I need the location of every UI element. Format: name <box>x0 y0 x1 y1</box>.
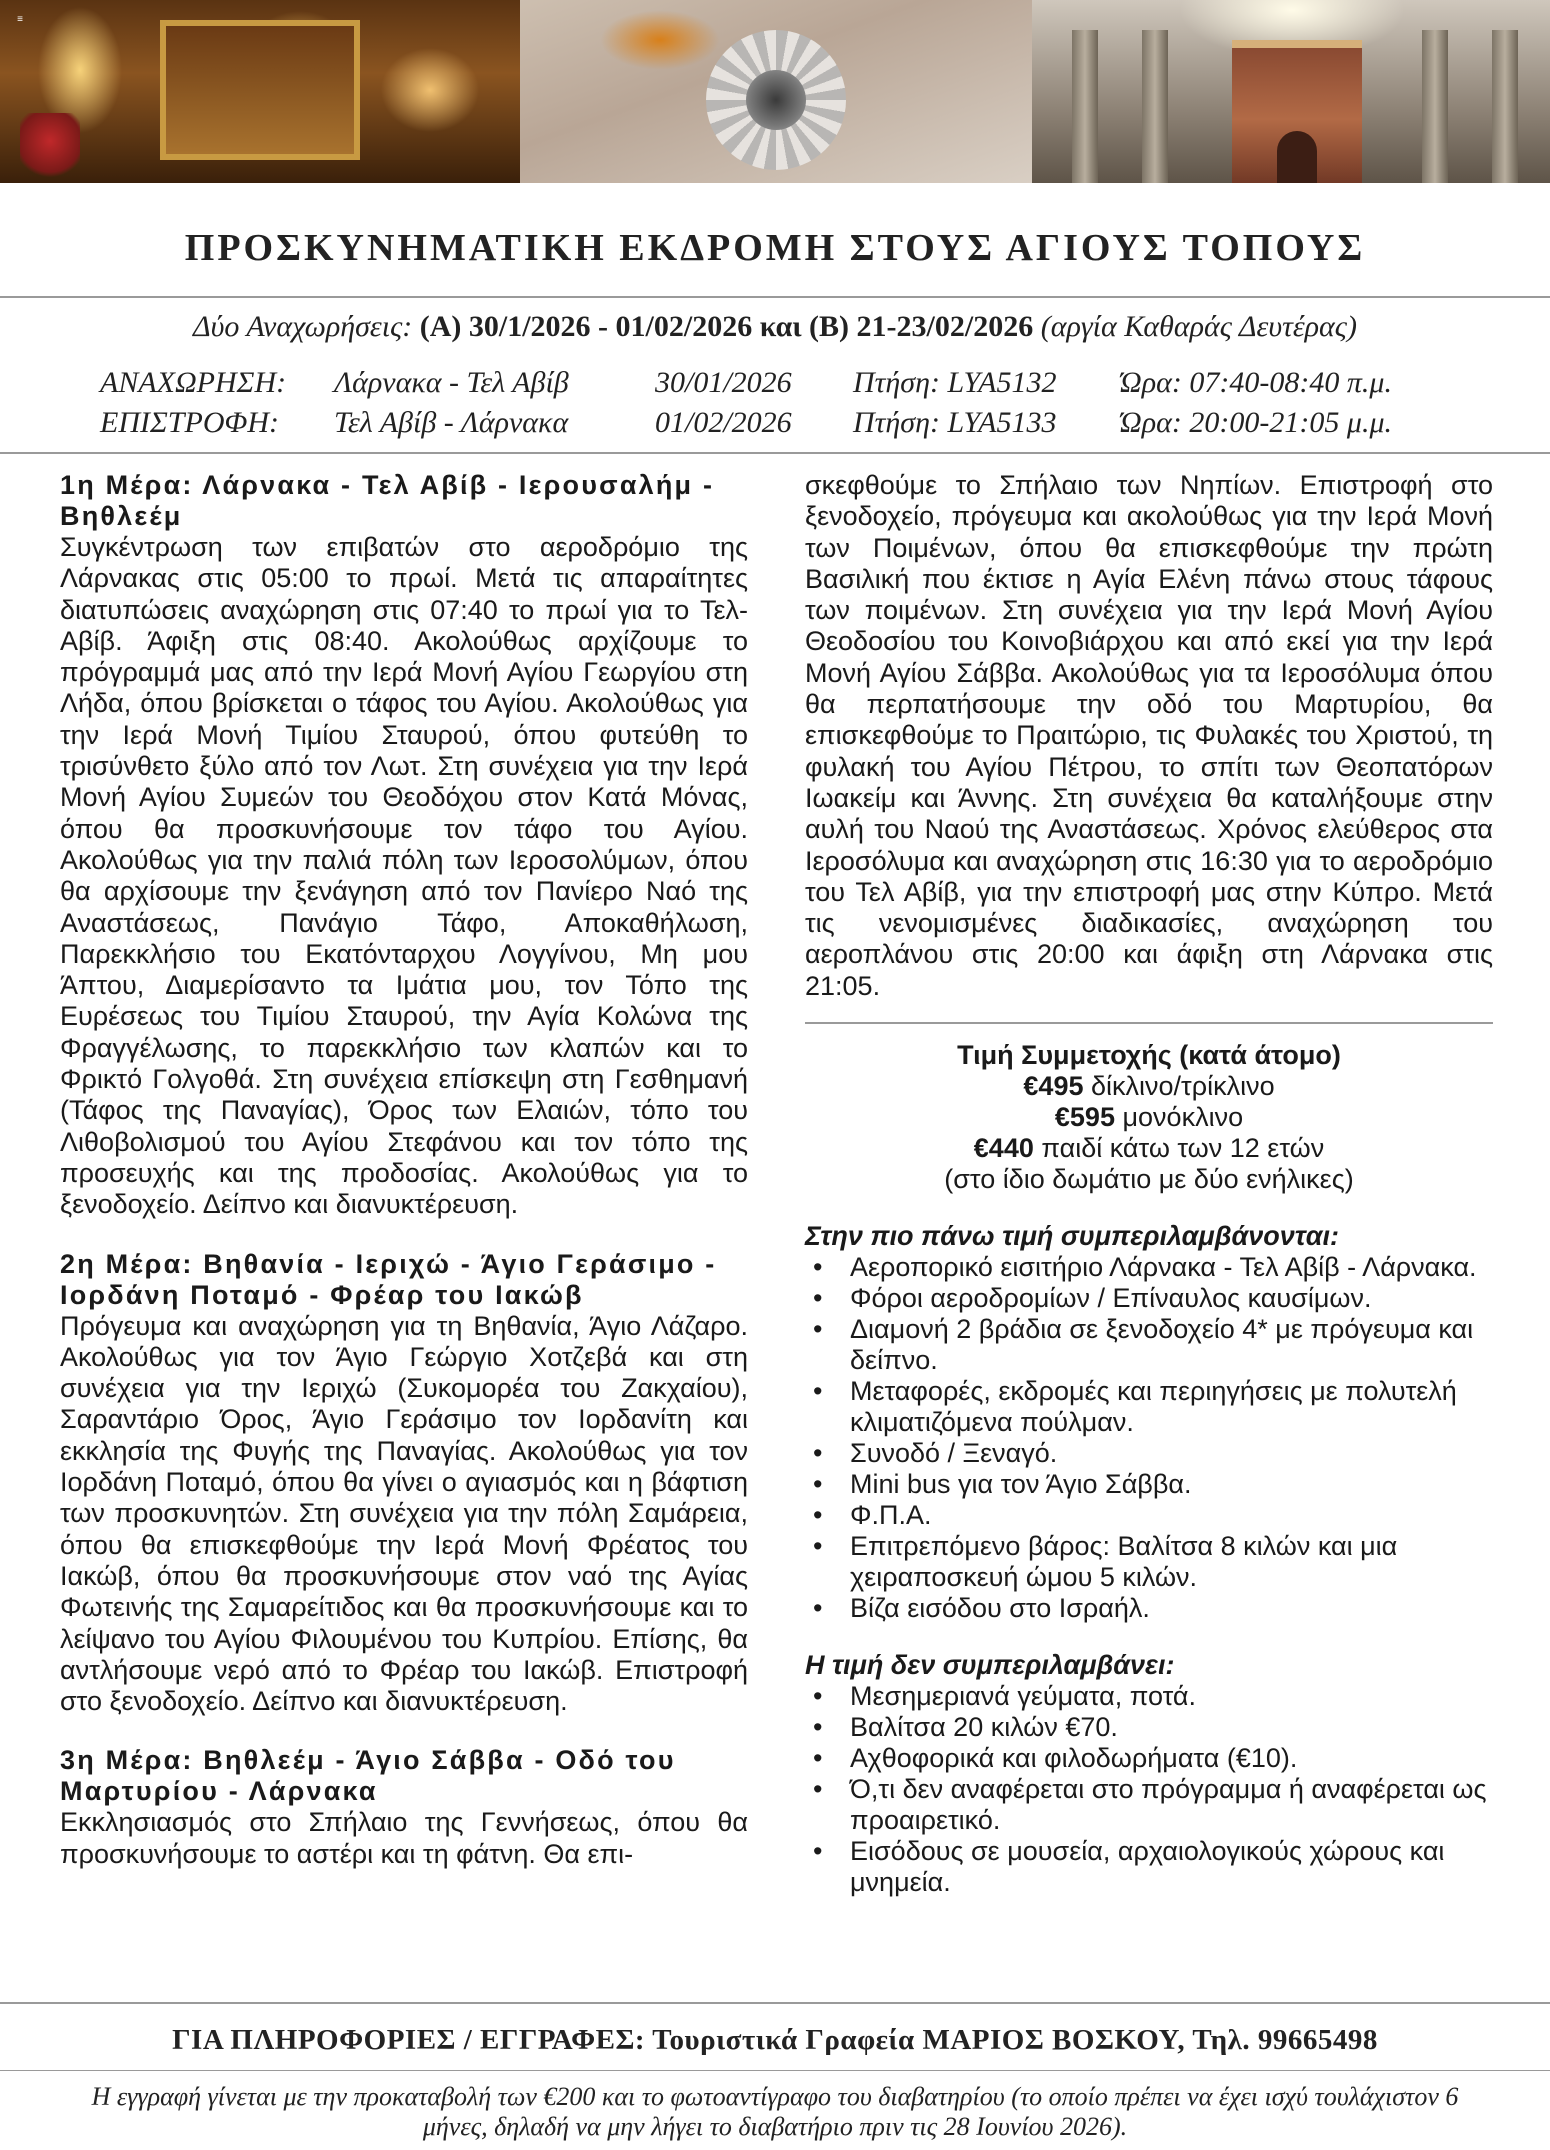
price-row: €595 μονόκλινο <box>1054 1102 1244 1133</box>
photo-church-altar <box>0 0 520 183</box>
departures-line <box>0 310 1550 344</box>
list-item: • Ό,τι δεν αναφέρεται στο πρόγραμμα ή αναφέρεται ως προαιρετικό. <box>805 1774 1493 1836</box>
itinerary-right-column <box>805 470 1493 1898</box>
photo-holy-sepulchre <box>1032 0 1550 183</box>
divider <box>0 296 1550 298</box>
list-item: • Επιτρεπόμενο βάρος: Βαλίτσα 8 κιλών και μια χειραποσκευή ώμου 5 κιλών. <box>805 1531 1493 1593</box>
flight-date: 01/02/2026 <box>655 406 792 439</box>
day-2-title: 2η Μέρα: Βηθανία - Ιεριχώ - Άγιο Γεράσιμο - Ιορδάνη Ποταμό - Φρέαρ του Ιακώβ <box>60 1248 717 1310</box>
price-row: €495 δίκλινο/τρίκλινο <box>1023 1071 1275 1102</box>
list-item: • Αεροπορικό εισιτήριο Λάρνακα - Τελ Αβίβ - Λάρνακα. <box>805 1252 1493 1283</box>
registration-note: Η εγγραφή γίνεται με την προκαταβολή των €200 και το φωτοαντίγραφο του διαβατηρίου (το οποίο πρέπει να έχει ισχύ τουλάχιστον 6 μήνες, δηλαδή να μην λήγει το διαβατήριο πριν τις 28 Ιουνίου 2026). <box>91 2082 1459 2141</box>
excluded-list <box>805 1681 1493 1898</box>
divider <box>0 452 1550 454</box>
page-title: ΠΡΟΣΚΥΝΗΜΑΤΙΚΗ ΕΚΔΡΟΜΗ ΣΤΟΥΣ ΑΓΙΟΥΣ ΤΟΠΟΥΣ <box>184 227 1366 269</box>
flight-date: 30/01/2026 <box>655 366 792 399</box>
list-item: • Εισόδους σε μουσεία, αρχαιολογικούς χώρους και μνημεία. <box>805 1836 1493 1898</box>
included-list <box>805 1252 1493 1624</box>
price-row: €440 παιδί κάτω των 12 ετών <box>973 1133 1325 1164</box>
itinerary-left-column <box>60 470 748 1870</box>
divider <box>0 2002 1550 2004</box>
day-2-text: Πρόγευμα και αναχώρηση για τη Βηθανία, Άγιο Λάζαρο. Ακολούθως για τον Άγιο Γεώργιο Χοτζεβά και στη συνέχεια για την Ιεριχώ (Συκομορέα του Ζακχαίου), Σαραντάριο Όρος, Άγιο Γεράσιμο τον Ιορδανίτη και εκκλησία της Φυγής της Παναγίας. Ακολούθως για τον Ιορδάνη Ποταμό, όπου θα γίνει ο αγιασμός και η βάφτιση των προσκυνητών. Στη συνέχεια για την πόλη Σαμάρεια, όπου θα επισκεφθούμε την Ιερά Μονή Φρέατος του Ιακώβ, όπου θα προσκυνήσουμε στον ναό της Αγίας Φωτεινής της Σαμαρείτιδος και θα προσκυνήσουμε και το λείψανο του Αγίου Φιλουμένου του Κυπρίου. Επίσης, θα αντλήσουμε νερό από το Φρέαρ του Ιακώβ. Επιστροφή στο ξενοδοχείο. Δείπνο και διανυκτέρευση. <box>60 1310 748 1717</box>
photo-nativity-star <box>520 0 1032 183</box>
menu-icon: ≡ <box>17 14 23 25</box>
list-item: • Mini bus για τον Άγιο Σάββα. <box>805 1469 1493 1500</box>
list-item: • Συνοδό / Ξεναγό. <box>805 1438 1493 1469</box>
flight-row-return <box>0 406 1550 444</box>
day-3-text-continued: σκεφθούμε το Σπήλαιο των Νηπίων. Επιστροφή στο ξενοδοχείο, πρόγευμα και ακολούθως για την Ιερά Μονή των Ποιμένων, όπου θα επισκεφθούμε την πρώτη Βασιλική που έκτισε η Αγία Ελένη πάνω στους τάφους των ποιμένων. Στη συνέχεια για την Ιερά Μονή Αγίου Θεοδοσίου του Κοινοβιάρχου και από εκεί για την Ιερά Μονή Αγίου Σάββα. Ακολούθως για τα Ιεροσόλυμα όπου θα περπατήσουμε την οδό του Μαρτυρίου, θα επισκεφθούμε το Πραιτώριο, τις Φυλακές του Χριστού, τη φυλακή του Αγίου Πέτρου, το σπίτι των Θεοπατόρων Ιωακείμ και Άννης. Στη συνέχεια θα καταλήξουμε στην αυλή του Ναού της Αναστάσεως. Χρόνος ελεύθερος στα Ιεροσόλυμα και αναχώρηση στις 16:30 για το αεροδρόμιο του Τελ Αβίβ, για την επιστροφή μας στην Κύπρο. Μετά τις νενομισμένες διαδικασίες, αναχώρηση του αεροπλάνου στις 20:00 και άφιξη στη Λάρνακα στις 21:05. <box>805 470 1493 1001</box>
flight-label: ΕΠΙΣΤΡΟΦΗ: <box>100 406 279 439</box>
day-3-text: Εκκλησιασμός στο Σπήλαιο της Γεννήσεως, όπου θα προσκυνήσουμε το αστέρι και τη φάτνη. Θα επι- <box>60 1807 748 1869</box>
list-item: • Φ.Π.Α. <box>805 1500 1493 1531</box>
star-icon <box>706 30 846 170</box>
divider <box>0 2070 1550 2071</box>
flight-route: Τελ Αβίβ - Λάρνακα <box>334 406 569 439</box>
day-1-title: 1η Μέρα: Λάρνακα - Τελ Αβίβ - Ιερουσαλήμ - Βηθλεέμ <box>60 470 715 531</box>
header-photo-strip <box>0 0 1550 183</box>
day-3-title: 3η Μέρα: Βηθλεέμ - Άγιο Σάββα - Οδό του Μαρτυρίου - Λάρνακα <box>60 1745 676 1807</box>
flight-number: Πτήση: LYA5133 <box>853 406 1057 439</box>
excluded-heading: Η τιμή δεν συμπεριλαμβάνει: <box>805 1650 1175 1681</box>
list-item: • Αχθοφορικά και φιλοδωρήματα (€10). <box>805 1743 1493 1774</box>
departures-label: Δύο Αναχωρήσεις: <box>193 310 413 343</box>
edicule-icon <box>1232 40 1362 183</box>
departures-dates: (A) 30/1/2026 - 01/02/2026 και (B) 21-23/02/2026 <box>419 310 1034 343</box>
list-item: • Μεταφορές, εκδρομές και περιηγήσεις με πολυτελή κλιματιζόμενα πούλμαν. <box>805 1376 1493 1438</box>
pricing-note: (στο ίδιο δωμάτιο με δύο ενήλικες) <box>944 1164 1354 1195</box>
flight-number: Πτήση: LYA5132 <box>853 366 1057 399</box>
day-1-text: Συγκέντρωση των επιβατών στο αεροδρόμιο της Λάρνακας στις 05:00 το πρωί. Μετά τις απαραίτητες διατυπώσεις αναχώρηση στις 07:40 το πρωί για το Τελ-Αβίβ. Άφιξη στις 08:40. Ακολούθως αρχίζουμε το πρόγραμμά μας από την Ιερά Μονή Αγίου Γεωργίου στη Λήδα, όπου βρίσκεται ο τάφος του Αγίου. Ακολούθως για την Ιερά Μονή Τιμίου Σταυρού, όπου φυτεύθη το τρισύνθετο ξύλο από τον Λωτ. Στη συνέχεια για την Ιερά Μονή Αγίου Συμεών του Θεοδόχου στον Κατά Μόνας, όπου θα προσκυνήσουμε τον τάφο του Αγίου. Ακολούθως για την παλιά πόλη των Ιεροσολύμων, όπου θα αρχίσουμε την ξενάγηση από τον Πανίερο Ναό της Αναστάσεως, Πανάγιο Τάφο, Αποκαθήλωση, Παρεκκλήσιο του Εκατόνταρχου Λογγίνου, Μη μου Άπτου, Διαμερίσαντο τα Ιμάτια μου, τον Τόπο της Ευρέσεως του Τιμίου Σταυρού, την Αγία Κολώνα της Φραγγέλωσης, το παρεκκλήσιο των κλαπών και το Φρικτό Γολγοθά. Στη συνέχεια επίσκεψη στη Γεσθημανή (Τάφος της Παναγίας), Όρος των Ελαιών, τόπο του Λιθοβολισμού του Αγίου Στεφάνου και τον τόπο της προσευχής και της προδοσίας. Ακολούθως για το ξενοδοχείο. Δείπνο και διανυκτέρευση. <box>60 532 748 1220</box>
pricing-block <box>805 1040 1493 1195</box>
pricing-heading: Τιμή Συμμετοχής (κατά άτομο) <box>957 1040 1341 1071</box>
included-heading: Στην πιο πάνω τιμή συμπεριλαμβάνονται: <box>805 1221 1339 1252</box>
divider <box>805 1022 1493 1024</box>
flight-time: Ώρα: 07:40-08:40 π.μ. <box>1120 366 1392 399</box>
list-item: • Βαλίτσα 20 κιλών €70. <box>805 1712 1493 1743</box>
list-item: • Φόροι αεροδρομίων / Επίναυλος καυσίμων. <box>805 1283 1493 1314</box>
flight-time: Ώρα: 20:00-21:05 μ.μ. <box>1120 406 1393 439</box>
flight-route: Λάρνακα - Τελ Αβίβ <box>334 366 569 399</box>
list-item: • Βίζα εισόδου στο Ισραήλ. <box>805 1593 1493 1624</box>
flight-label: ΑΝΑΧΩΡΗΣΗ: <box>100 366 287 399</box>
list-item: • Διαμονή 2 βράδια σε ξενοδοχείο 4* με πρόγευμα και δείπνο. <box>805 1314 1493 1376</box>
departures-note: (αργία Καθαράς Δευτέρας) <box>1040 310 1357 343</box>
contact-info: ΓΙΑ ΠΛΗΡΟΦΟΡΙΕΣ / ΕΓΓΡΑΦΕΣ: Τουριστικά Γραφεία ΜΑΡΙΟΣ ΒΟΣΚΟΥ, Τηλ. 99665498 <box>172 2024 1378 2056</box>
flight-row-departure <box>0 366 1550 404</box>
list-item: • Μεσημεριανά γεύματα, ποτά. <box>805 1681 1493 1712</box>
